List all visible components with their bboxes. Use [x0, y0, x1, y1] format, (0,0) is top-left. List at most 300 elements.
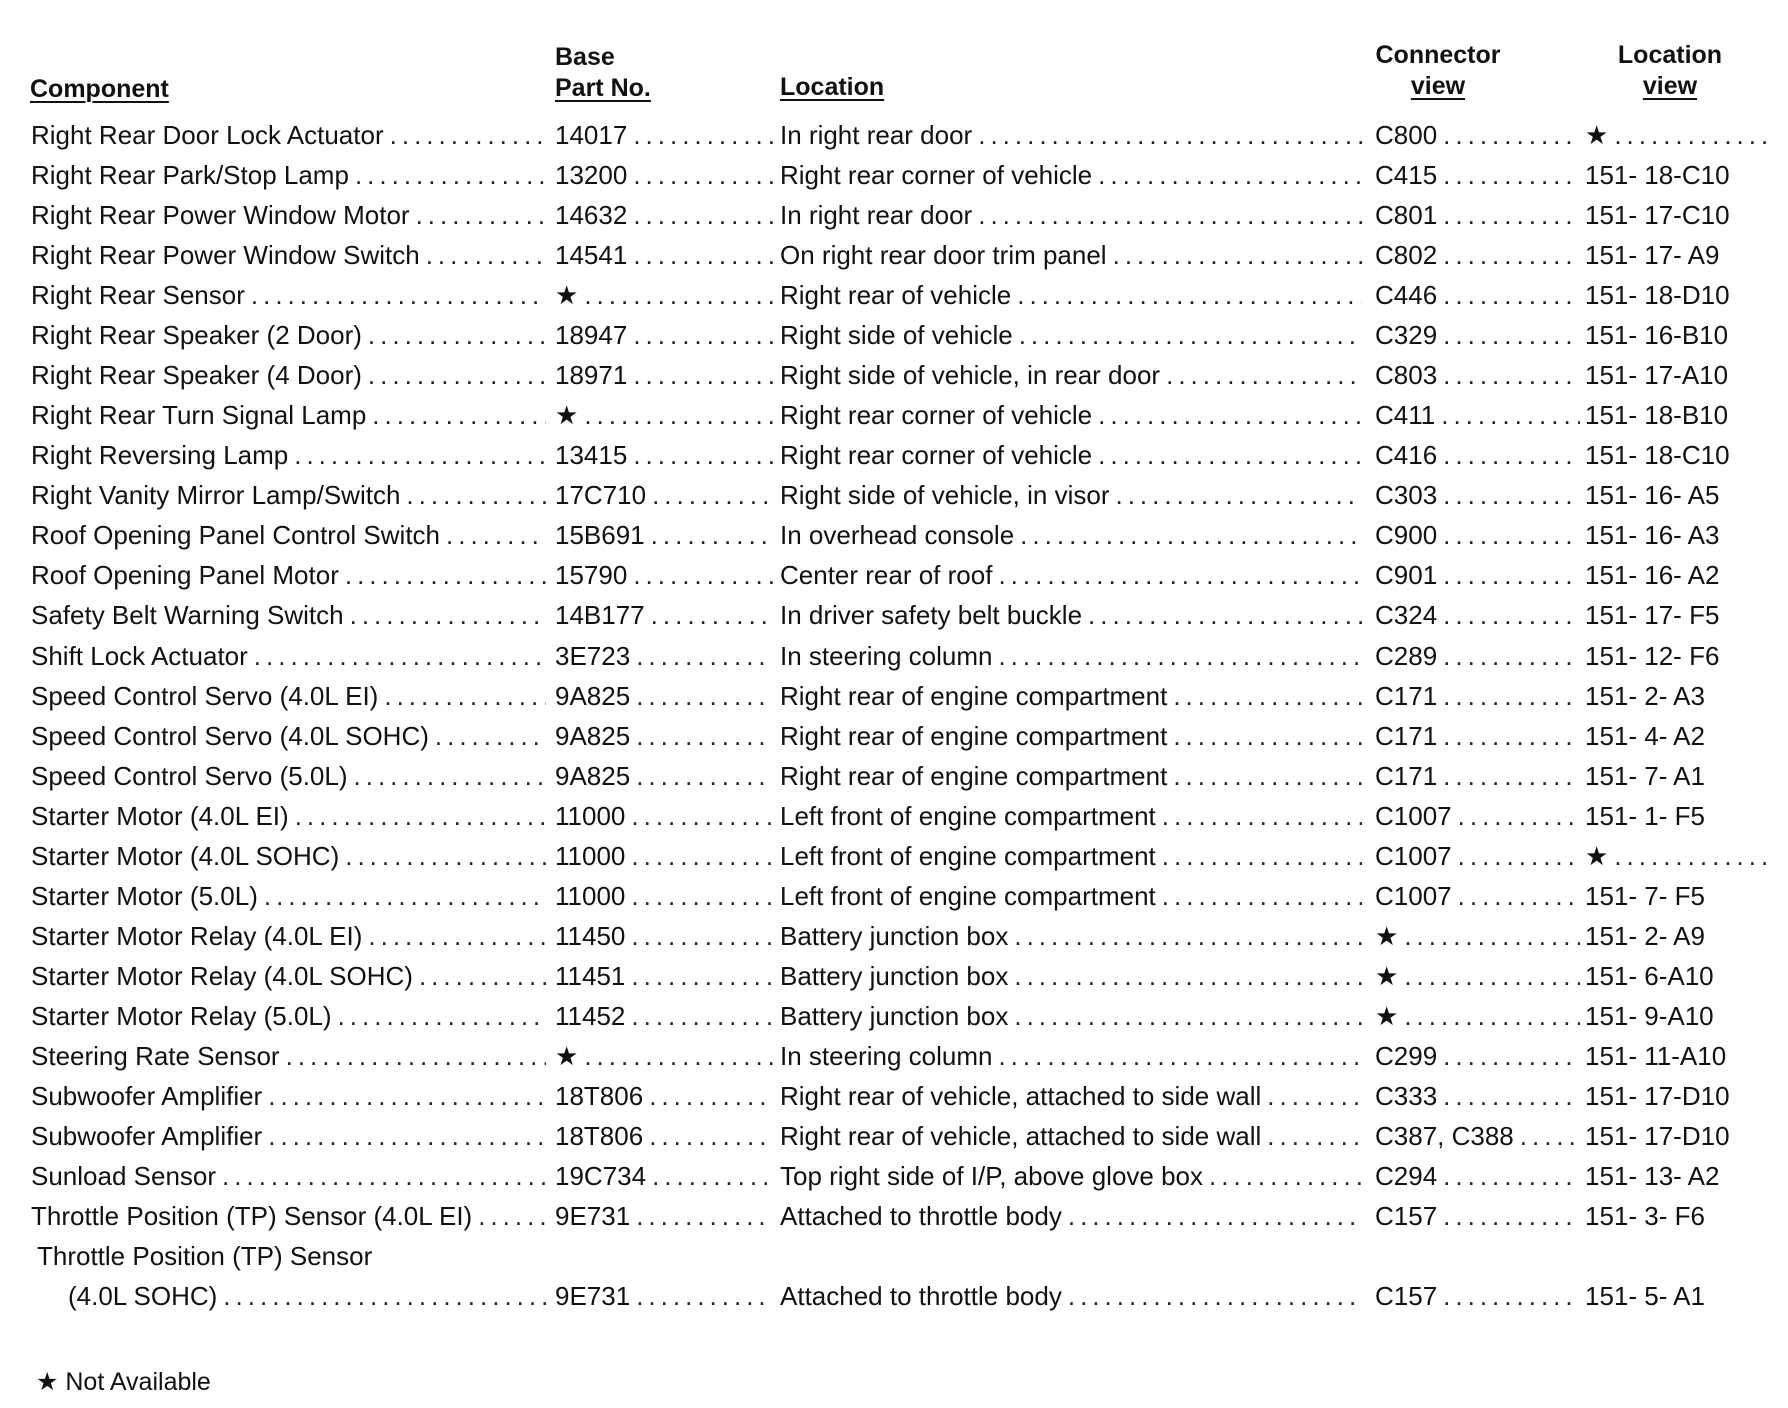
leader-dots — [1019, 317, 1362, 353]
location-cell-text: Left front of engine compartment — [780, 881, 1156, 911]
part-number-cell-text: 18971 — [555, 360, 628, 390]
leader-dots — [264, 878, 546, 914]
table-row — [0, 798, 1788, 834]
location-view-cell — [1585, 718, 1775, 754]
location-view-cell — [1585, 638, 1775, 674]
part-number-cell-text: 14B177 — [555, 600, 645, 630]
leader-dots — [651, 517, 773, 553]
component-cell — [31, 117, 546, 153]
component-cell-text: Steering Rate Sensor — [31, 1041, 280, 1071]
component-cell-text: Roof Opening Panel Control Switch — [31, 520, 441, 550]
location-view-cell-text: 151- 2- A3 — [1585, 681, 1705, 711]
location-cell-text: Right rear corner of vehicle — [780, 440, 1093, 470]
component-cell-text: Shift Lock Actuator — [31, 641, 248, 671]
part-number-cell-text: 13415 — [555, 440, 628, 470]
leader-dots — [426, 237, 546, 273]
connector-view-cell — [1375, 638, 1580, 674]
connector-view-cell — [1375, 437, 1580, 473]
component-cell-text: Safety Belt Warning Switch — [31, 600, 344, 630]
location-view-cell-text: ★ — [1585, 841, 1609, 871]
part-number-cell — [555, 838, 773, 874]
leader-dots — [1443, 477, 1580, 513]
location-view-cell-text: 151- 11-A10 — [1585, 1041, 1727, 1071]
location-view-cell-text: 151- 4- A2 — [1585, 721, 1705, 751]
leader-dots — [631, 838, 773, 874]
connector-view-cell-text: C800 — [1375, 120, 1438, 150]
location-cell — [780, 678, 1362, 714]
location-cell-text: In steering column — [780, 641, 993, 671]
location-view-cell — [1585, 1038, 1775, 1074]
location-cell-text: Left front of engine compartment — [780, 801, 1156, 831]
location-view-cell-text: 151- 17- F5 — [1585, 600, 1720, 630]
component-cell — [68, 1278, 546, 1314]
leader-dots — [1068, 1198, 1362, 1234]
location-view-cell — [1585, 758, 1775, 794]
component-cell-text: Subwoofer Amplifier — [31, 1121, 263, 1151]
connector-view-cell — [1375, 878, 1580, 914]
location-cell — [780, 1078, 1362, 1114]
leader-dots — [631, 958, 773, 994]
leader-dots — [368, 357, 546, 393]
location-cell-text: Right side of vehicle, in rear door — [780, 360, 1161, 390]
part-number-cell-text: 18T806 — [555, 1081, 644, 1111]
leader-dots — [223, 1278, 546, 1314]
connector-view-cell-text: C802 — [1375, 240, 1438, 270]
location-cell-text: Right side of vehicle — [780, 320, 1013, 350]
leader-dots — [636, 678, 773, 714]
table-row — [0, 517, 1788, 553]
location-view-cell — [1585, 958, 1775, 994]
location-cell-text: In overhead console — [780, 520, 1015, 550]
connector-view-cell-text: C299 — [1375, 1041, 1438, 1071]
table-row — [0, 718, 1788, 754]
component-cell-line1: Throttle Position (TP) Sensor — [37, 1241, 373, 1271]
leader-dots — [584, 397, 773, 433]
leader-dots — [651, 597, 773, 633]
part-number-cell — [555, 477, 773, 513]
leader-dots — [1098, 437, 1362, 473]
component-cell-text: Speed Control Servo (4.0L SOHC) — [31, 721, 429, 751]
connector-view-cell — [1375, 1158, 1580, 1194]
leader-dots — [652, 1158, 773, 1194]
part-number-cell-text: 18T806 — [555, 1121, 644, 1151]
component-cell-text: Speed Control Servo (4.0L EI) — [31, 681, 379, 711]
connector-view-cell — [1375, 1078, 1580, 1114]
leader-dots — [222, 1158, 546, 1194]
leader-dots — [1443, 117, 1580, 153]
component-cell-text: Right Rear Speaker (2 Door) — [31, 320, 362, 350]
leader-dots — [416, 197, 546, 233]
location-cell-text: Left front of engine compartment — [780, 841, 1156, 871]
location-view-cell-text: 151- 9-A10 — [1585, 1001, 1714, 1031]
location-view-cell — [1585, 397, 1775, 433]
connector-view-cell-text: C171 — [1375, 761, 1438, 791]
location-cell-text: Attached to throttle body — [780, 1201, 1062, 1231]
part-number-cell — [555, 918, 773, 954]
part-number-cell — [555, 317, 773, 353]
part-number-cell — [555, 237, 773, 273]
location-view-cell-text: 151- 2- A9 — [1585, 921, 1705, 951]
location-view-cell-text: 151- 16- A2 — [1585, 560, 1720, 590]
leader-dots — [446, 517, 546, 553]
location-view-cell — [1585, 197, 1775, 233]
component-cell-text: Right Rear Door Lock Actuator — [31, 120, 384, 150]
location-cell-text: Top right side of I/P, above glove box — [780, 1161, 1204, 1191]
leader-dots — [1458, 878, 1580, 914]
connector-view-cell — [1375, 718, 1580, 754]
connector-view-cell — [1375, 1118, 1580, 1154]
leader-dots — [1173, 678, 1362, 714]
location-view-cell-text: 151- 16- A3 — [1585, 520, 1720, 550]
leader-dots — [1113, 237, 1362, 273]
leader-dots — [406, 477, 546, 513]
part-number-cell-text: 9A825 — [555, 761, 631, 791]
part-number-cell-text: 11452 — [555, 1001, 626, 1031]
part-number-cell-text: 11451 — [555, 961, 626, 991]
table-row — [0, 277, 1788, 313]
location-view-cell-text: 151- 7- A1 — [1585, 761, 1705, 791]
leader-dots — [636, 1198, 773, 1234]
leader-dots — [649, 1078, 773, 1114]
component-cell-text: Right Rear Speaker (4 Door) — [31, 360, 362, 390]
component-cell-text: Starter Motor Relay (5.0L) — [31, 1001, 332, 1031]
leader-dots — [1458, 798, 1580, 834]
table-row — [0, 557, 1788, 593]
location-view-cell — [1585, 277, 1775, 313]
part-number-cell-text: 13200 — [555, 160, 628, 190]
leader-dots — [1443, 597, 1580, 633]
component-cell — [31, 958, 546, 994]
connector-view-cell — [1375, 317, 1580, 353]
location-view-cell-text: 151- 6-A10 — [1585, 961, 1714, 991]
part-number-cell-text: 17C710 — [555, 480, 647, 510]
component-cell — [31, 918, 546, 954]
leader-dots — [1458, 838, 1580, 874]
leader-dots — [998, 638, 1362, 674]
leader-dots — [1443, 1278, 1580, 1314]
leader-dots — [1115, 477, 1362, 513]
connector-view-cell — [1375, 998, 1580, 1034]
component-cell — [31, 1198, 546, 1234]
location-view-cell-text: 151- 5- A1 — [1585, 1281, 1705, 1311]
table-row — [0, 918, 1788, 954]
leader-dots — [1098, 157, 1362, 193]
connector-view-cell-text: C157 — [1375, 1281, 1438, 1311]
location-view-cell — [1585, 1158, 1775, 1194]
component-cell — [31, 437, 546, 473]
leader-dots — [633, 357, 773, 393]
leader-dots — [390, 117, 546, 153]
part-number-cell — [555, 878, 773, 914]
location-cell — [780, 918, 1362, 954]
leader-dots — [1443, 638, 1580, 674]
leader-dots — [1443, 557, 1580, 593]
table-row — [0, 317, 1788, 353]
leader-dots — [1443, 437, 1580, 473]
connector-view-cell-text: C329 — [1375, 320, 1438, 350]
location-cell — [780, 758, 1362, 794]
leader-dots — [584, 1038, 773, 1074]
component-cell — [31, 397, 546, 433]
component-cell — [31, 798, 546, 834]
leader-dots — [1614, 117, 1775, 153]
location-cell — [780, 357, 1362, 393]
leader-dots — [1209, 1158, 1362, 1194]
leader-dots — [978, 197, 1362, 233]
location-cell — [780, 838, 1362, 874]
location-view-cell — [1585, 237, 1775, 273]
location-cell — [780, 1038, 1362, 1074]
location-cell — [780, 1198, 1362, 1234]
leader-dots — [633, 317, 773, 353]
component-cell-text: Starter Motor Relay (4.0L SOHC) — [31, 961, 413, 991]
leader-dots — [478, 1198, 546, 1234]
leader-dots — [355, 157, 546, 193]
leader-dots — [1443, 157, 1580, 193]
location-view-cell-text: 151- 18-D10 — [1585, 280, 1730, 310]
leader-dots — [384, 678, 546, 714]
component-cell-text: Speed Control Servo (5.0L) — [31, 761, 348, 791]
leader-dots — [978, 117, 1362, 153]
location-view-cell-text: 151- 16- A5 — [1585, 480, 1720, 510]
leader-dots — [1098, 397, 1362, 433]
location-view-cell-text: 151- 17-A10 — [1585, 360, 1729, 390]
table-row — [0, 437, 1788, 473]
location-cell-text: Right rear corner of vehicle — [780, 160, 1093, 190]
part-number-cell-text: 11000 — [555, 841, 626, 871]
location-cell-text: Attached to throttle body — [780, 1281, 1062, 1311]
connector-view-cell — [1375, 1038, 1580, 1074]
part-number-cell-text: 9A825 — [555, 681, 631, 711]
part-number-cell-text: 3E723 — [555, 641, 631, 671]
leader-dots — [631, 878, 773, 914]
location-view-cell — [1585, 157, 1775, 193]
leader-dots — [1404, 958, 1580, 994]
connector-view-cell-text: C303 — [1375, 480, 1438, 510]
connector-view-cell — [1375, 517, 1580, 553]
part-number-cell — [555, 1278, 773, 1314]
component-cell — [31, 1078, 546, 1114]
header-component: Component — [30, 75, 169, 103]
component-cell — [31, 597, 546, 633]
location-cell — [780, 557, 1362, 593]
connector-view-cell — [1375, 798, 1580, 834]
leader-dots — [350, 597, 546, 633]
location-view-cell — [1585, 437, 1775, 473]
component-cell — [31, 1158, 546, 1194]
component-cell — [31, 237, 546, 273]
component-cell-text: Right Rear Sensor — [31, 280, 245, 310]
leader-dots — [1443, 237, 1580, 273]
connector-view-cell-text: C1007 — [1375, 841, 1452, 871]
leader-dots — [649, 1118, 773, 1154]
location-view-cell — [1585, 878, 1775, 914]
table-row — [0, 1038, 1788, 1074]
connector-view-cell — [1375, 397, 1580, 433]
connector-view-cell — [1375, 597, 1580, 633]
connector-view-cell — [1375, 197, 1580, 233]
connector-view-cell-text: C289 — [1375, 641, 1438, 671]
part-number-cell — [555, 397, 773, 433]
connector-view-cell-text: C416 — [1375, 440, 1438, 470]
location-cell-text: On right rear door trim panel — [780, 240, 1107, 270]
leader-dots — [1162, 838, 1362, 874]
component-cell — [31, 517, 546, 553]
location-cell — [780, 998, 1362, 1034]
leader-dots — [1404, 918, 1580, 954]
part-number-cell-text: 11000 — [555, 801, 626, 831]
part-number-cell — [555, 1198, 773, 1234]
connector-view-cell — [1375, 357, 1580, 393]
part-number-cell-text: 18947 — [555, 320, 628, 350]
leader-dots — [345, 557, 546, 593]
location-view-cell — [1585, 357, 1775, 393]
location-view-cell-text: 151- 7- F5 — [1585, 881, 1705, 911]
leader-dots — [631, 918, 773, 954]
table-row — [0, 758, 1788, 794]
part-number-cell-text: 19C734 — [555, 1161, 647, 1191]
location-view-cell — [1585, 517, 1775, 553]
location-view-cell-text: 151- 17-C10 — [1585, 200, 1730, 230]
location-cell-text: Right rear corner of vehicle — [780, 400, 1093, 430]
location-cell — [780, 958, 1362, 994]
component-cell — [31, 998, 546, 1034]
table-row — [0, 878, 1788, 914]
location-cell — [780, 1118, 1362, 1154]
component-cell — [31, 678, 546, 714]
connector-view-cell-text: ★ — [1375, 961, 1399, 991]
leader-dots — [584, 277, 773, 313]
component-cell-text: Starter Motor (4.0L EI) — [31, 801, 289, 831]
location-cell-text: Right side of vehicle, in visor — [780, 480, 1110, 510]
component-cell — [31, 157, 546, 193]
component-cell — [31, 718, 546, 754]
leader-dots — [1614, 838, 1775, 874]
location-cell — [780, 397, 1362, 433]
location-cell — [780, 1278, 1362, 1314]
connector-view-cell — [1375, 918, 1580, 954]
footnote-not-available: ★ Not Available — [36, 1368, 211, 1396]
leader-dots — [419, 958, 546, 994]
location-cell-text: Right rear of vehicle, attached to side wall — [780, 1121, 1262, 1151]
location-view-cell-text: 151- 16-B10 — [1585, 320, 1729, 350]
component-cell-text: Sunload Sensor — [31, 1161, 217, 1191]
component-cell — [31, 758, 546, 794]
part-number-cell — [555, 197, 773, 233]
table-row — [0, 1278, 1788, 1314]
leader-dots — [338, 998, 546, 1034]
location-view-cell-text: 151- 17-D10 — [1585, 1081, 1730, 1111]
connector-view-cell — [1375, 117, 1580, 153]
location-view-cell-text: 151- 18-C10 — [1585, 160, 1730, 190]
connector-view-cell-text: C446 — [1375, 280, 1438, 310]
leader-dots — [1441, 397, 1580, 433]
part-number-cell-text: ★ — [555, 400, 579, 430]
connector-view-cell-text: C1007 — [1375, 801, 1452, 831]
table-row — [0, 357, 1788, 393]
part-number-cell — [555, 517, 773, 553]
part-number-cell — [555, 117, 773, 153]
table-row — [0, 117, 1788, 153]
leader-dots — [633, 237, 773, 273]
location-view-cell-text: 151- 3- F6 — [1585, 1201, 1705, 1231]
part-number-cell-text: 15B691 — [555, 520, 645, 550]
table-row — [0, 638, 1788, 674]
connector-view-cell-text: C324 — [1375, 600, 1438, 630]
location-cell-text: Right rear of vehicle, attached to side wall — [780, 1081, 1262, 1111]
component-cell-text: Right Rear Park/Stop Lamp — [31, 160, 349, 190]
leader-dots — [251, 277, 546, 313]
location-view-cell-text: ★ — [1585, 120, 1609, 150]
leader-dots — [1520, 1118, 1580, 1154]
leader-dots — [1267, 1078, 1362, 1114]
location-cell — [780, 157, 1362, 193]
connector-view-cell — [1375, 1198, 1580, 1234]
leader-dots — [286, 1038, 546, 1074]
location-cell-text: In right rear door — [780, 120, 973, 150]
connector-view-cell — [1375, 157, 1580, 193]
connector-view-cell — [1375, 277, 1580, 313]
component-cell — [31, 838, 546, 874]
connector-view-cell-text: C900 — [1375, 520, 1438, 550]
table-row — [0, 1118, 1788, 1154]
part-number-cell — [555, 597, 773, 633]
connector-view-cell-text: C901 — [1375, 560, 1438, 590]
location-view-cell-text: 151- 17- A9 — [1585, 240, 1720, 270]
table-row — [0, 958, 1788, 994]
leader-dots — [294, 437, 546, 473]
location-cell-text: Battery junction box — [780, 1001, 1009, 1031]
location-cell-text: In right rear door — [780, 200, 973, 230]
location-cell — [780, 437, 1362, 473]
part-number-cell — [555, 277, 773, 313]
component-cell-text: Starter Motor (4.0L SOHC) — [31, 841, 340, 871]
part-number-cell — [555, 357, 773, 393]
connector-view-cell — [1375, 237, 1580, 273]
leader-dots — [633, 117, 773, 153]
location-view-cell — [1585, 798, 1775, 834]
location-view-cell-text: 151- 18-B10 — [1585, 400, 1729, 430]
connector-view-cell-text: C415 — [1375, 160, 1438, 190]
location-cell — [780, 1158, 1362, 1194]
leader-dots — [435, 718, 546, 754]
component-cell-text: Right Rear Power Window Switch — [31, 240, 420, 270]
leader-dots — [636, 638, 773, 674]
leader-dots — [1162, 878, 1362, 914]
location-view-cell-text: 151- 1- F5 — [1585, 801, 1705, 831]
leader-dots — [633, 157, 773, 193]
leader-dots — [1443, 1078, 1580, 1114]
location-cell — [780, 277, 1362, 313]
leader-dots — [1443, 718, 1580, 754]
location-view-cell-text: 151- 13- A2 — [1585, 1161, 1720, 1191]
leader-dots — [1443, 357, 1580, 393]
component-cell-text: Roof Opening Panel Motor — [31, 560, 339, 590]
part-number-cell-text: 14632 — [555, 200, 628, 230]
connector-view-cell — [1375, 1278, 1580, 1314]
table-row — [0, 678, 1788, 714]
part-number-cell-text: 9E731 — [555, 1281, 631, 1311]
leader-dots — [1068, 1278, 1362, 1314]
component-cell — [31, 277, 546, 313]
location-view-cell — [1585, 597, 1775, 633]
location-cell-text: Right rear of vehicle — [780, 280, 1012, 310]
leader-dots — [372, 397, 546, 433]
location-cell-text: Right rear of engine compartment — [780, 721, 1168, 751]
connector-view-cell-text: ★ — [1375, 1001, 1399, 1031]
location-cell — [780, 117, 1362, 153]
component-cell — [31, 197, 546, 233]
